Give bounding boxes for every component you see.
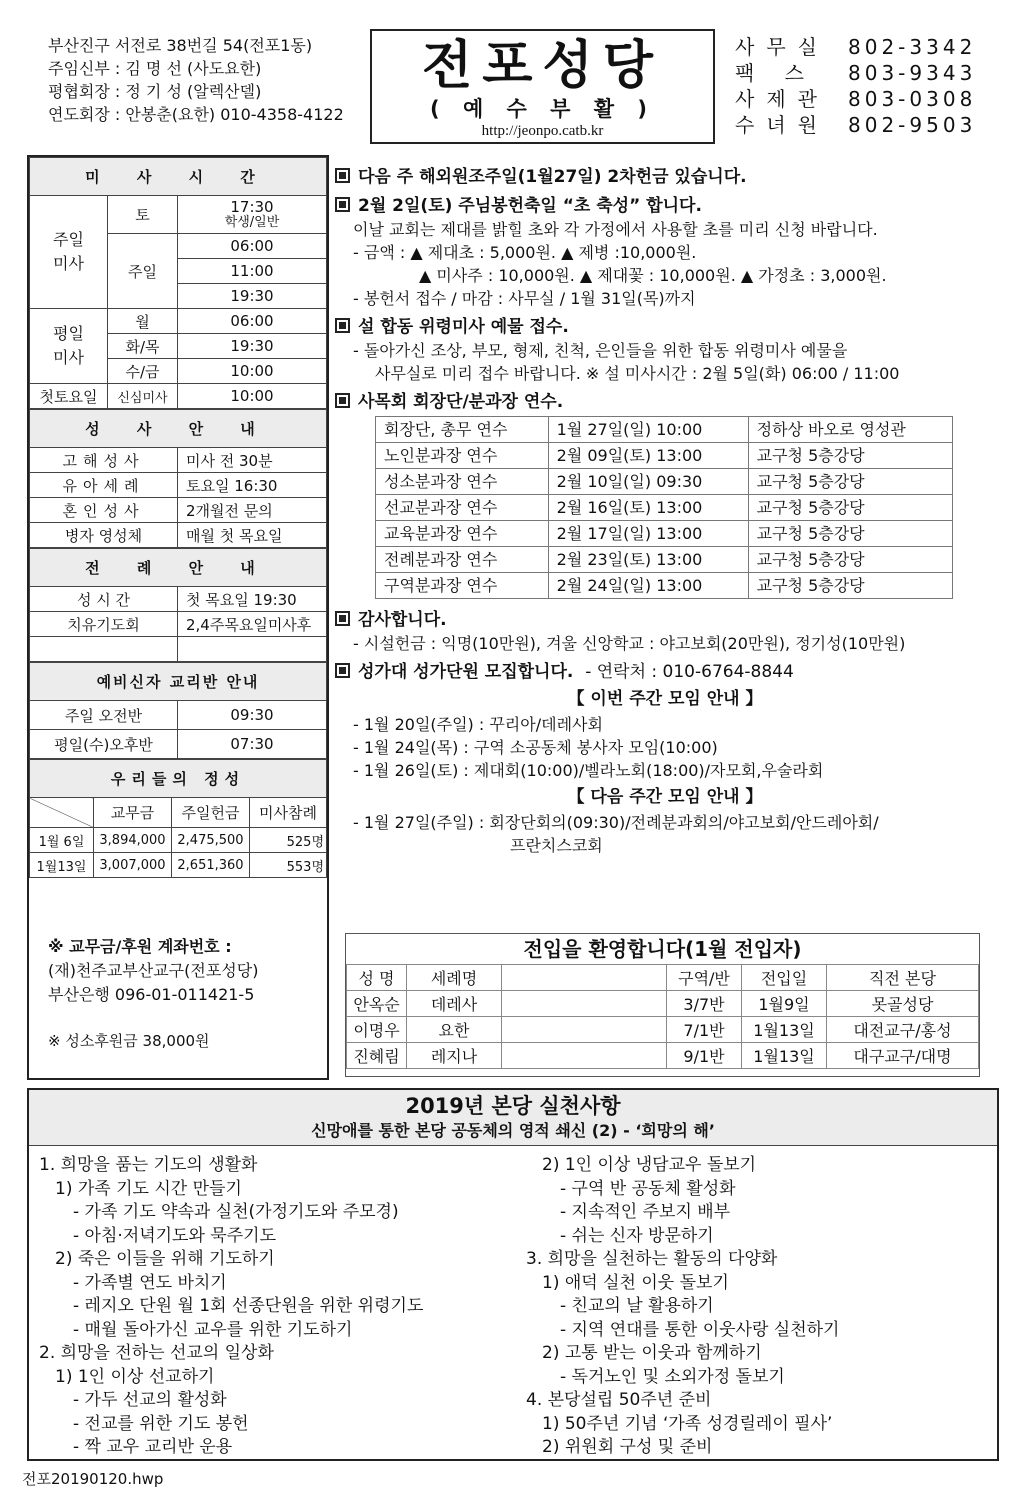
notices <box>335 160 995 857</box>
offering-value: 3,007,000 <box>94 853 172 878</box>
council-president: 평협회장 : 정 기 성 (알렉산델) <box>48 82 262 101</box>
meeting-line: - 1월 20일(주일) : 꾸리아/데레사회 <box>353 715 603 734</box>
sacrament-info: 2개월전 문의 <box>178 498 327 523</box>
square-bullet-icon <box>335 393 350 408</box>
sacrament-name: 병자 영성체 <box>30 523 178 548</box>
practice-item: 1) 1인 이상 선교하기 <box>55 1366 215 1387</box>
empty-cell <box>178 637 327 662</box>
practice-title: 2019년 본당 실천사항 <box>405 1094 621 1118</box>
practice-item: 2. 희망을 전하는 선교의 일상화 <box>39 1343 274 1363</box>
square-bullet-icon <box>335 197 350 212</box>
offering-value: 2,475,500 <box>172 828 250 853</box>
notice-line: ▲ 미사주 : 10,000원. ▲ 제대꽃 : 10,000원. ▲ 가정초 : 3,000원. <box>419 266 887 285</box>
offering-table <box>29 759 327 878</box>
practice-item: 1) 50주년 기념 ‘가족 성경릴레이 필사’ <box>542 1413 833 1434</box>
offering-value: 3,894,000 <box>94 828 172 853</box>
contact-row: 팩 스 803-9343 <box>735 61 977 85</box>
sacrament-info: 토요일 16:30 <box>178 473 327 498</box>
practice-item: - 전교를 위한 기도 봉헌 <box>73 1413 249 1434</box>
practice-box <box>27 1088 999 1461</box>
table-row: 선교분과장 연수 2월 16일(토) 13:00 교구청 5층강당 <box>376 495 953 521</box>
page-title: 전포성당 <box>422 35 663 96</box>
meeting-line: - 1월 24일(목) : 구역 소공동체 봉사자 모임(10:00) <box>353 738 718 757</box>
contact-row: 사제관 803-0308 <box>735 87 977 111</box>
notice-line: - 금액 : ▲ 제대초 : 5,000원. ▲ 제병 :10,000원. <box>353 243 697 262</box>
training-table <box>375 416 953 599</box>
contact-list <box>735 34 995 138</box>
sacrament-name: 유아세례 <box>30 473 178 498</box>
offering-col: 주일헌금 <box>172 798 250 828</box>
table-header-row: 성 명 세례명 구역/반 전입일 직전 본당 <box>347 965 979 991</box>
title-box <box>370 29 715 144</box>
liturgy-table <box>29 548 327 662</box>
file-name: 전포20190120.hwp <box>22 1470 164 1488</box>
welcome-box <box>345 933 980 1077</box>
offering-col: 미사참례 <box>250 798 327 828</box>
weekday-day: 화/목 <box>108 334 178 359</box>
sunday-time: 06:00 <box>178 234 327 259</box>
practice-left-column <box>39 1154 423 1460</box>
practice-item: - 아침·저녁기도와 묵주기도 <box>73 1225 276 1246</box>
notice-line: - 봉헌서 접수 / 마감 : 사무실 / 1월 31일(목)까지 <box>353 289 696 308</box>
weekday-day: 월 <box>108 309 178 334</box>
practice-item: 1) 애덕 실천 이웃 돌보기 <box>542 1272 729 1293</box>
practice-item: 3. 희망을 실천하는 활동의 다양화 <box>526 1249 778 1269</box>
practice-item: 2) 고통 받는 이웃과 함께하기 <box>542 1343 762 1363</box>
meeting-line: - 1월 26일(토) : 제대회(10:00)/벨라노회(18:00)/자모회,우술라회 <box>353 761 824 780</box>
table-row: 회장단, 총무 연수 1월 27일(일) 10:00 정하상 바오로 영성관 <box>376 417 953 443</box>
notice-line: 이날 교회는 제대를 밝힐 초와 각 가정에서 사용할 초를 미리 신청 바랍니다. <box>353 220 878 239</box>
mass-schedule-table <box>29 157 327 409</box>
sacrament-name: 고해성사 <box>30 448 178 473</box>
notice-title: 설 합동 위령미사 예물 접수. <box>335 316 995 339</box>
saturday-time: 17:30 학생/일반 <box>178 196 327 234</box>
account-number: 부산은행 096-01-011421-5 <box>48 985 255 1004</box>
first-saturday-time: 10:00 <box>178 384 327 409</box>
class-name: 주일 오전반 <box>30 701 178 730</box>
address: 부산진구 서전로 38번길 54(전포1동) <box>48 36 313 55</box>
table-row: 진혜림 레지나 9/1반 1월13일 대구교구/대명 <box>347 1043 979 1069</box>
square-bullet-icon <box>335 611 350 626</box>
notice-line: - 시설헌금 : 익명(10만원), 겨울 신앙학교 : 야고보회(20만원), 정기성(10만원) <box>353 634 906 653</box>
mass-heading: 미 사 시 간 <box>30 158 327 196</box>
liturgy-heading: 전 례 안 내 <box>30 549 327 587</box>
practice-item: 1) 가족 기도 시간 만들기 <box>55 1178 242 1199</box>
catechumen-heading: 예비신자 교리반 안내 <box>30 663 327 701</box>
practice-header <box>29 1090 997 1146</box>
practice-item: - 가족별 연도 바치기 <box>73 1272 227 1293</box>
first-saturday-type: 신심미사 <box>108 384 178 409</box>
practice-item: - 지속적인 주보지 배부 <box>560 1202 731 1222</box>
offering-heading: 우리들의 정성 <box>30 760 327 798</box>
sunday-time: 19:30 <box>178 284 327 309</box>
table-row: 교육분과장 연수 2월 17일(일) 13:00 교구청 5층강당 <box>376 521 953 547</box>
table-row: 노인분과장 연수 2월 09일(토) 13:00 교구청 5층강당 <box>376 443 953 469</box>
liturgy-info: 2,4주목요일미사후 <box>178 612 327 637</box>
welcome-title: 전입을 환영합니다(1월 전입자) <box>523 937 802 961</box>
first-saturday-label: 첫토요일 <box>30 384 108 409</box>
notice-title: 감사합니다. <box>335 609 995 632</box>
liturgy-name: 치유기도회 <box>30 612 178 637</box>
table-row: 성소분과장 연수 2월 10일(일) 09:30 교구청 5층강당 <box>376 469 953 495</box>
practice-item: - 레지오 단원 월 1회 선종단원을 위한 위령기도 <box>73 1296 424 1316</box>
offering-value: 525명 <box>250 828 327 853</box>
offering-value: 2,651,360 <box>172 853 250 878</box>
table-row: 전례분과장 연수 2월 23일(토) 13:00 교구청 5층강당 <box>376 547 953 573</box>
parish-info <box>48 34 368 126</box>
practice-subtitle: 신망애를 통한 본당 공동체의 영적 쇄신 (2) - ‘희망의 해’ <box>311 1121 715 1140</box>
account-info <box>48 935 318 1053</box>
this-week-heading: 【 이번 주간 모임 안내 】 <box>567 689 763 709</box>
sacrament-info: 미사 전 30분 <box>178 448 327 473</box>
table-row: 구역분과장 연수 2월 24일(일) 13:00 교구청 5층강당 <box>376 573 953 599</box>
vocation-donation: ※ 성소후원금 38,000원 <box>48 1032 210 1050</box>
sunday-time: 11:00 <box>178 259 327 284</box>
offering-value: 553명 <box>250 853 327 878</box>
table-row: 안옥순 데레사 3/7반 1월9일 못골성당 <box>347 991 979 1017</box>
class-name: 평일(수)오후반 <box>30 730 178 759</box>
weekday-time: 19:30 <box>178 334 327 359</box>
sacrament-info: 매월 첫 목요일 <box>178 523 327 548</box>
practice-item: - 독거노인 및 소외가정 돌보기 <box>560 1366 785 1387</box>
sunday-label: 주일 <box>108 234 178 309</box>
square-bullet-icon <box>335 318 350 333</box>
practice-item: - 친교의 날 활용하기 <box>560 1296 714 1316</box>
practice-item: - 구역 반 공동체 활성화 <box>560 1178 736 1199</box>
contact-row: 수녀원 802-9503 <box>735 113 977 137</box>
practice-item: - 지역 연대를 통한 이웃사랑 실천하기 <box>560 1319 840 1340</box>
practice-item: 2) 죽은 이들을 위해 기도하기 <box>55 1249 275 1269</box>
prayer-president: 연도회장 : 안봉춘(요한) 010-4358-4122 <box>48 105 344 124</box>
square-bullet-icon <box>335 168 350 183</box>
catechumen-table <box>29 662 327 759</box>
contact-row: 사무실 802-3342 <box>735 35 977 59</box>
saturday-label: 토 <box>108 196 178 234</box>
practice-item: 2) 위원회 구성 및 준비 <box>542 1437 713 1457</box>
practice-item: - 가족 기도 약속과 실천(가정기도와 주모경) <box>73 1202 399 1222</box>
class-time: 09:30 <box>178 701 327 730</box>
website-link[interactable]: http://jeonpo.catb.kr <box>481 123 604 139</box>
sacrament-name: 혼인성사 <box>30 498 178 523</box>
notice-line: 사무실로 미리 접수 바랍니다. ※ 설 미사시간 : 2월 5일(화) 06:00 / 11:00 <box>375 364 900 383</box>
meeting-line: - 1월 27일(주일) : 회장단회의(09:30)/전례분과회의/야고보회/안드레아회/ <box>353 813 879 832</box>
practice-right-column <box>526 1154 839 1460</box>
weekday-time: 06:00 <box>178 309 327 334</box>
liturgy-info: 첫 목요일 19:30 <box>178 587 327 612</box>
notice-title: 사목회 회장단/분과장 연수. <box>335 391 995 414</box>
notice-line: - 돌아가신 조상, 부모, 형제, 친척, 은인들을 위한 합동 위령미사 예물을 <box>353 341 848 360</box>
offering-date: 1월 6일 <box>30 828 94 853</box>
practice-item: - 매월 돌아가신 교우를 위한 기도하기 <box>73 1319 353 1340</box>
meeting-line: 프란치스코회 <box>510 836 603 855</box>
pastor: 주임신부 : 김 명 선 (사도요한) <box>48 59 262 78</box>
weekday-time: 10:00 <box>178 359 327 384</box>
practice-item: 1. 희망을 품는 기도의 생활화 <box>39 1155 258 1175</box>
practice-item: 2) 1인 이상 냉담교우 돌보기 <box>542 1155 757 1175</box>
class-time: 07:30 <box>178 730 327 759</box>
practice-item: - 쉬는 신자 방문하기 <box>560 1225 714 1246</box>
notice-title: 2월 2일(토) 주님봉헌축일 “초 축성” 합니다. <box>335 195 995 218</box>
notice-title: 성가대 성가단원 모집합니다. - 연락처 : 010-6764-8844 <box>335 661 995 684</box>
liturgy-name: 성 시 간 <box>30 587 178 612</box>
welcome-table <box>346 964 979 1069</box>
account-holder: (재)천주교부산교구(전포성당) <box>48 961 259 980</box>
practice-item: - 짝 교우 교리반 운용 <box>73 1437 233 1457</box>
empty-cell <box>30 637 178 662</box>
square-bullet-icon <box>335 663 350 678</box>
table-row: 이명우 요한 7/1반 1월13일 대전교구/홍성 <box>347 1017 979 1043</box>
weekday-day: 수/금 <box>108 359 178 384</box>
notice-title: 다음 주 해외원조주일(1월27일) 2차헌금 있습니다. <box>335 166 995 189</box>
offering-col: 교무금 <box>94 798 172 828</box>
sacrament-table <box>29 409 327 548</box>
weekday-mass-label: 평일 미사 <box>30 309 108 384</box>
sunday-mass-label: 주일 미사 <box>30 196 108 309</box>
practice-item: - 가두 선교의 활성화 <box>73 1390 227 1410</box>
page-subtitle: ( 예 수 부 활 ) <box>430 97 655 121</box>
diagonal-cell <box>30 798 94 828</box>
offering-date: 1월13일 <box>30 853 94 878</box>
practice-item: 4. 본당설립 50주년 준비 <box>526 1390 712 1410</box>
sacrament-heading: 성 사 안 내 <box>30 410 327 448</box>
account-title: ※ 교무금/후원 계좌번호 : <box>48 937 232 956</box>
next-week-heading: 【 다음 주간 모임 안내 】 <box>567 787 763 807</box>
